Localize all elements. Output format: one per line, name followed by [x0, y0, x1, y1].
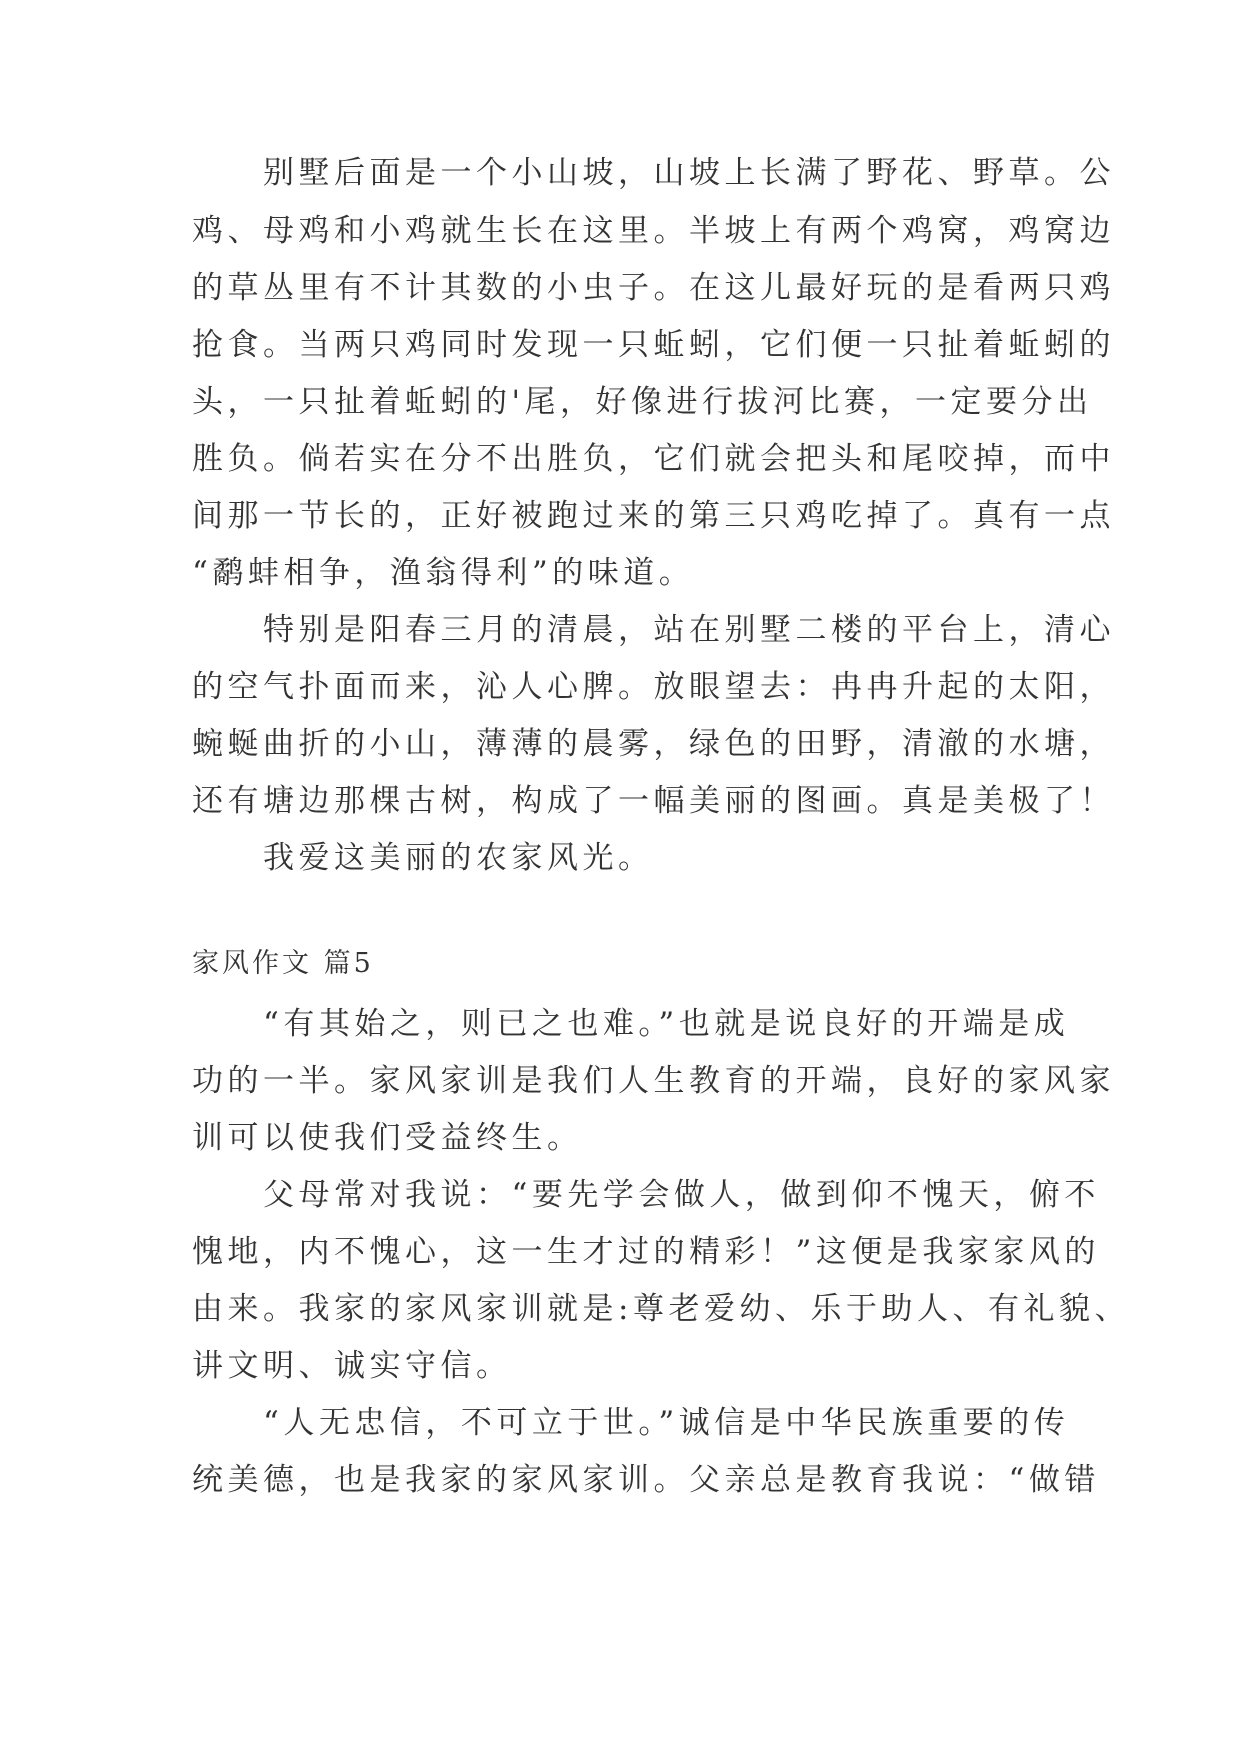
- paragraph-line: 蜿蜒曲折的小山，薄薄的晨雾，绿色的田野，清澈的水塘，: [192, 726, 1115, 762]
- paragraph-line: 鸡、母鸡和小鸡就生长在这里。半坡上有两个鸡窝，鸡窝边: [192, 213, 1115, 249]
- paragraph-line: “人无忠信，不可立于世。”诚信是中华民族重要的传: [192, 1405, 1070, 1441]
- paragraph-line: 别墅后面是一个小山坡，山坡上长满了野花、野草。公: [192, 155, 1115, 191]
- paragraph-line: 特别是阳春三月的清晨，站在别墅二楼的平台上，清心: [192, 612, 1115, 648]
- paragraph-line: 功的一半。家风家训是我们人生教育的开端，良好的家风家: [192, 1063, 1115, 1099]
- paragraph-line: 间那一节长的，正好被跑过来的第三只鸡吃掉了。真有一点: [192, 498, 1115, 534]
- paragraph-line: 统美德，也是我家的家风家训。父亲总是教育我说：“做错: [192, 1462, 1100, 1498]
- paragraph-line: 讲文明、诚实守信。: [192, 1348, 512, 1384]
- paragraph-line: 抢食。当两只鸡同时发现一只蚯蚓，它们便一只扯着蚯蚓的: [192, 327, 1115, 363]
- paragraph-line: 头，一只扯着蚯蚓的'尾，好像进行拔河比赛，一定要分出: [192, 384, 1093, 420]
- paragraph-line: 由来。我家的家风家训就是:尊老爱幼、乐于助人、有礼貌、: [192, 1291, 1130, 1327]
- paragraph-line: 胜负。倘若实在分不出胜负，它们就会把头和尾咬掉，而中: [192, 441, 1115, 477]
- paragraph-line: 愧地，内不愧心，这一生才过的精彩！”这便是我家家风的: [192, 1234, 1100, 1270]
- paragraph-line: 的草丛里有不计其数的小虫子。在这儿最好玩的是看两只鸡: [192, 270, 1115, 306]
- paragraph-line: 训可以使我们受益终生。: [192, 1120, 583, 1156]
- paragraph-line: 的空气扑面而来，沁人心脾。放眼望去：冉冉升起的太阳，: [192, 669, 1115, 705]
- paragraph-line: 还有塘边那棵古树，构成了一幅美丽的图画。真是美极了！: [192, 783, 1115, 819]
- paragraph-line: “鹬蚌相争，渔翁得利”的味道。: [192, 555, 695, 591]
- paragraph-line: 父母常对我说：“要先学会做人，做到仰不愧天，俯不: [192, 1177, 1100, 1213]
- paragraph-line: “有其始之，则已之也难。”也就是说良好的开端是成: [192, 1006, 1070, 1042]
- section-heading: 家风作文 篇5: [192, 948, 374, 979]
- paragraph-line: 我爱这美丽的农家风光。: [192, 840, 654, 876]
